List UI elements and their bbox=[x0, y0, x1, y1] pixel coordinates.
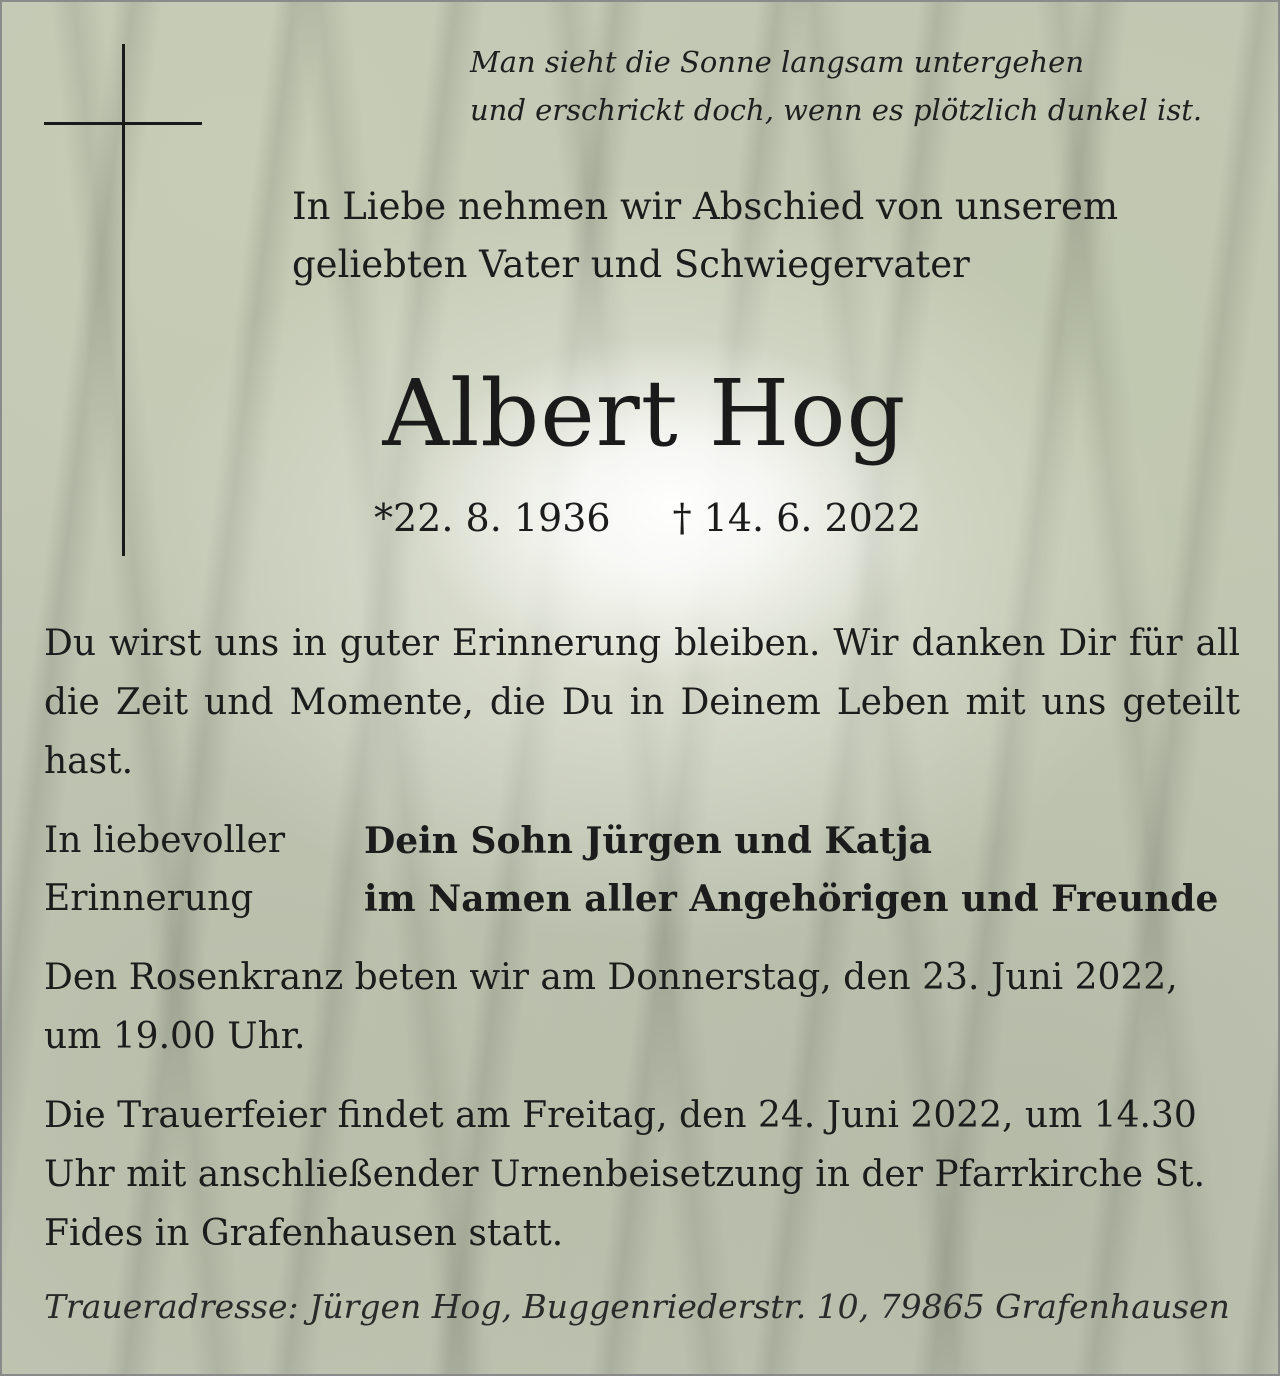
life-dates bbox=[374, 490, 934, 546]
mourning-address: Traueradresse: Jürgen Hog, Buggenriederstr. 10, 79865 Grafenhausen bbox=[44, 1287, 1230, 1326]
intro-line-1: In Liebe nehmen wir Abschied von unserem bbox=[292, 185, 1119, 228]
cross-vertical-bar bbox=[122, 44, 125, 556]
cross-icon bbox=[44, 44, 202, 556]
intro-text bbox=[292, 178, 1192, 294]
ceremony-info: Die Trauerfeier findet am Freitag, den 24. Juni 2022, um 14.30 Uhr mit anschließender Urnenbeisetzung in der Pfarrkirche St. Fides in Grafenhausen statt. bbox=[44, 1095, 1206, 1254]
quote-line-1: Man sieht die Sonne langsam untergehen bbox=[470, 45, 1084, 79]
intro-line-2: geliebten Vater und Schwiegervater bbox=[292, 243, 970, 286]
signature-names-line-1: Dein Sohn Jürgen und Katja bbox=[364, 820, 933, 862]
signature-label bbox=[44, 812, 344, 928]
farewell-message: Du wirst uns in guter Erinnerung bleiben. Wir danken Dir für all die Zeit und Momente, die Du in Deinem Leben mit uns geteilt hast. bbox=[44, 623, 1240, 782]
signature-names-line-2: im Namen aller Angehörigen und Freunde bbox=[364, 878, 1219, 920]
epigraph-quote bbox=[470, 38, 1250, 134]
quote-line-2: und erschrickt doch, wenn es plötzlich dunkel ist. bbox=[470, 93, 1203, 127]
cross-horizontal-bar bbox=[44, 122, 202, 125]
signature-label-line-2: Erinnerung bbox=[44, 878, 254, 919]
deceased-name: Albert Hog bbox=[382, 360, 907, 467]
death-date: † 14. 6. 2022 bbox=[672, 496, 922, 540]
birth-date: *22. 8. 1936 bbox=[374, 496, 611, 540]
signature-names bbox=[364, 812, 1244, 928]
signature-label-line-1: In liebevoller bbox=[44, 820, 286, 861]
rosary-info: Den Rosenkranz beten wir am Donnerstag, den 23. Juni 2022, um 19.00 Uhr. bbox=[44, 957, 1178, 1057]
